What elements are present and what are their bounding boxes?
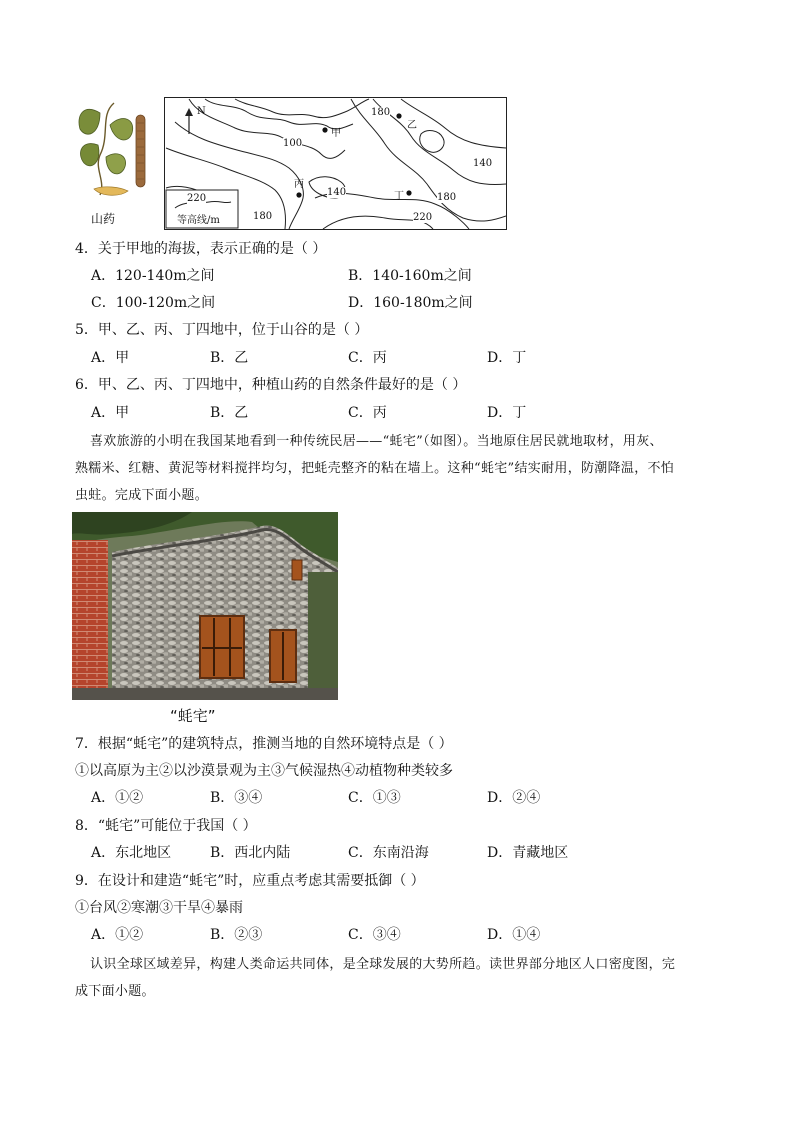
legend-text: 等高线/m	[177, 215, 220, 226]
q4-option-d[interactable]: D．160-180m之间	[348, 295, 473, 311]
q7-option-d[interactable]: D．②④	[487, 790, 541, 806]
q9-option-a[interactable]: A．①②	[91, 927, 144, 943]
q7-option-c[interactable]: C．①③	[348, 790, 401, 806]
q6-option-a[interactable]: A．甲	[91, 405, 130, 421]
question-7: 7．根据“蚝宅”的建筑特点，推测当地的自然环境特点是（ ）	[75, 736, 453, 752]
contour-label-140-center: 140	[327, 187, 347, 198]
photo-caption: “蚝宅”	[170, 707, 216, 725]
question-4: 4．关于甲地的海拔，表示正确的是（ ）	[75, 241, 327, 257]
q8-option-a[interactable]: A．东北地区	[91, 845, 172, 861]
question-7-statements: ①以高原为主②以沙漠景观为主③气候湿热④动植物种类较多	[75, 763, 453, 779]
yam-plant-drawing	[70, 95, 158, 207]
passage-2-line-1: 认识全球区域差异，构建人类命运共同体，是全球发展的大势所趋。读世界部分地区人口密度图，完	[90, 957, 676, 972]
point-yi-label: 乙	[407, 120, 417, 131]
point-ding-dot	[406, 190, 411, 195]
point-yi-dot	[396, 113, 401, 118]
q4-option-a[interactable]: A．120-140m之间	[91, 268, 215, 284]
q5-option-a[interactable]: A．甲	[91, 350, 130, 366]
question-9-statements: ①台风②寒潮③干旱④暴雨	[75, 900, 243, 916]
question-6: 6．甲、乙、丙、丁四地中，种植山药的自然条件最好的是（ ）	[75, 377, 467, 393]
q7-option-a[interactable]: A．①②	[91, 790, 144, 806]
contour-map	[164, 97, 507, 230]
passage-1-line-3: 虫蛀。完成下面小题。	[75, 488, 209, 503]
q8-option-d[interactable]: D．青藏地区	[487, 845, 569, 861]
contour-label-180-bottom: 180	[253, 211, 273, 222]
point-ding-label: 丁	[394, 191, 404, 202]
q7-option-b[interactable]: B．③④	[210, 790, 263, 806]
contour-label-180-right: 180	[437, 192, 457, 203]
passage-1-line-2: 熟糯米、红糖、黄泥等材料搅拌均匀，把蚝壳整齐的粘在墙上。这种“蚝宅”结实耐用，防潮降温，不怕	[75, 461, 675, 476]
plant-caption: 山药	[91, 212, 116, 226]
q9-option-b[interactable]: B．②③	[210, 927, 263, 943]
point-bing-label: 丙	[294, 179, 304, 190]
contour-lines	[165, 98, 506, 229]
q5-option-c[interactable]: C．丙	[348, 350, 387, 366]
oyster-house-photo	[72, 512, 338, 700]
q4-option-b[interactable]: B．140-160m之间	[348, 268, 472, 284]
passage-2-line-2: 成下面小题。	[75, 984, 155, 999]
q6-option-b[interactable]: B．乙	[210, 405, 249, 421]
q6-option-d[interactable]: D．丁	[487, 405, 527, 421]
contour-label-220: 220	[413, 212, 433, 223]
question-5: 5．甲、乙、丙、丁四地中，位于山谷的是（ ）	[75, 322, 369, 338]
north-label: N	[197, 106, 206, 117]
yam-illustration	[70, 95, 158, 207]
q6-option-c[interactable]: C．丙	[348, 405, 387, 421]
q5-option-d[interactable]: D．丁	[487, 350, 527, 366]
q9-option-c[interactable]: C．③④	[348, 927, 401, 943]
question-8: 8．“蚝宅”可能位于我国（ ）	[75, 818, 257, 834]
q8-option-b[interactable]: B．西北内陆	[210, 845, 291, 861]
oyster-house-drawing	[72, 512, 338, 700]
q8-option-c[interactable]: C．东南沿海	[348, 845, 429, 861]
contour-label-180-top: 180	[371, 107, 391, 118]
passage-1-line-1: 喜欢旅游的小明在我国某地看到一种传统民居——“蚝宅”（如图）。当地原住居民就地取材，用灰、	[90, 434, 663, 449]
contour-label-100: 100	[283, 138, 303, 149]
q9-option-d[interactable]: D．①④	[487, 927, 541, 943]
contour-label-140-right: 140	[473, 158, 493, 169]
q5-option-b[interactable]: B．乙	[210, 350, 249, 366]
q4-option-c[interactable]: C．100-120m之间	[91, 295, 216, 311]
legend-value: 220	[187, 193, 207, 204]
point-jia-dot	[322, 127, 327, 132]
point-jia-label: 甲	[331, 128, 341, 139]
question-9: 9．在设计和建造“蚝宅”时，应重点考虑其需要抵御（ ）	[75, 873, 425, 889]
point-bing-dot	[296, 192, 301, 197]
